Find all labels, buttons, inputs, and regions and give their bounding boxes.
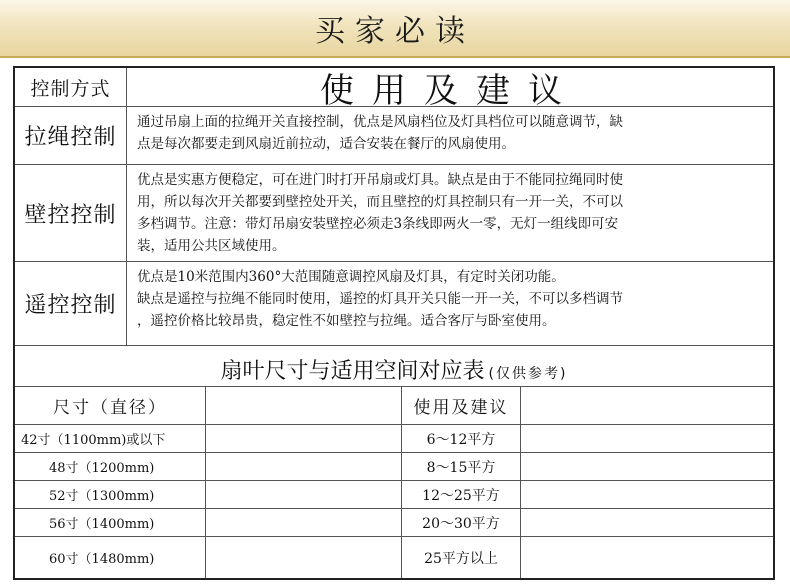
area-cell: 6～12平方 (426, 431, 496, 448)
area-cell: 20～30平方 (422, 515, 500, 532)
area-cell: 25平方以上 (424, 550, 498, 567)
size-cell: 42寸（1100mm)或以下 (21, 433, 166, 448)
size-cell: 52寸（1300mm) (49, 489, 155, 504)
info-table (13, 66, 775, 580)
desc-line: ，遥控价格比较昂贵，稳定性不如壁控与拉绳。适合客厅与卧室使用。 (137, 313, 556, 329)
banner (0, 0, 790, 58)
desc-line: 优点是实惠方便稳定，可在进门时打开吊扇或灯具。缺点是由于不能同拉绳同时使 (137, 172, 623, 188)
divider (205, 386, 206, 578)
size-table-title (15, 346, 773, 386)
divider (520, 386, 521, 578)
method-wall-control: 壁控控制 (24, 202, 117, 228)
size-table-title-text: 扇叶尺寸与适用空间对应表 (220, 359, 485, 384)
desc-wall-control (127, 165, 773, 261)
method-pull-chain: 拉绳控制 (24, 125, 117, 150)
desc-line: 点是每次都要走到风扇近前拉动，适合安装在餐厅的风扇使用。 (137, 136, 515, 152)
desc-pull-chain (127, 107, 773, 164)
size-cell: 48寸（1200mm) (49, 461, 155, 476)
header-size: 尺寸（直径） (53, 398, 167, 418)
header-size-usage: 使用及建议 (413, 398, 509, 418)
size-cell: 56寸（1400mm) (49, 517, 155, 532)
desc-line: 多档调节。注意：带灯吊扇安装壁控必须走3条线即两火一零，无灯一组线即可安 (137, 216, 619, 232)
desc-line: 优点是10米范围内360°大范围随意调控风扇及灯具，有定时关闭功能。 (137, 269, 565, 285)
size-cell: 60寸（1480mm) (49, 552, 155, 567)
header-method: 控制方式 (30, 77, 111, 100)
desc-line: 缺点是遥控与拉绳不能同时使用，遥控的灯具开关只能一开一关，不可以多档调节 (137, 291, 623, 307)
size-table-note: (仅供参考) (488, 366, 568, 382)
header-usage: 使用及建议 (320, 70, 580, 111)
desc-line: 用，所以每次开关都要到壁控处开关，而且壁控的灯具控制只有一开一关，不可以 (137, 194, 623, 210)
page-title: 买家必读 (315, 14, 475, 49)
method-remote-control: 遥控控制 (24, 293, 117, 318)
area-cell: 8～15平方 (426, 459, 496, 476)
desc-line: 通过吊扇上面的拉绳开关直接控制，优点是风扇档位及灯具档位可以随意调节，缺 (137, 114, 623, 130)
desc-remote-control (127, 262, 773, 345)
desc-line: 装，适用公共区域使用。 (137, 238, 286, 254)
area-cell: 12～25平方 (422, 487, 500, 504)
